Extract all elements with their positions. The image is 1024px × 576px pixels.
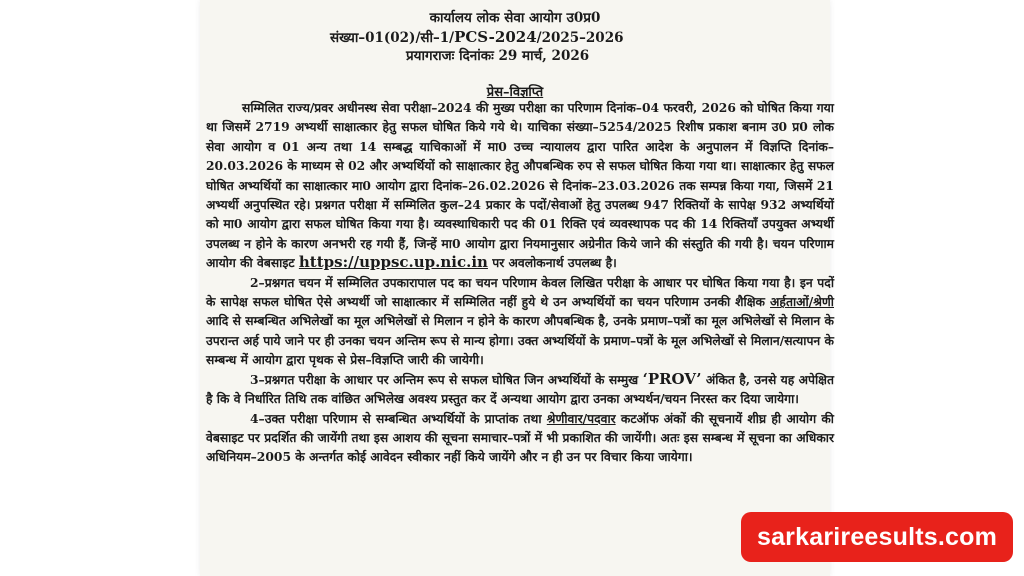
paragraph-4 xyxy=(206,409,834,467)
press-release-document xyxy=(200,0,835,576)
paragraph-1-tail: पर अवलोकनार्थ उपलब्ध है। xyxy=(492,255,617,271)
paragraph-4-underlined: श्रेणीवार/पदवार xyxy=(546,410,616,426)
office-name: कार्यालय लोक सेवा आयोग उ0प्र0 xyxy=(429,10,601,26)
reference-number xyxy=(330,28,623,46)
paragraph-1-text: सम्मिलित राज्य/प्रवर अधीनस्थ सेवा परीक्षा–2024 की मुख्य परीक्षा का परिणाम दिनांक–04 फरवरी, 2026 को घोषित किया गया था जिसमें 2719 अभ्यर्थी साक्षात्कार हेतु सफल घोषित किये गये थे। याचिका संख्या–5254/2025 रिशीष प्रकाश बनाम उ0 प्र0 लोक सेवा आयोग व 01 अन्य तथा 14 सम्बद्ध याचिकाओं में मा0 उच्च न्यायालय द्वारा पारित आदेश के अनुपालन में विज्ञप्ति दिनांक–20.03.2026 के माध्यम से 02 और अभ्यर्थियों को साक्षात्कार हेतु औपबन्धिक रुप से सफल घोषित किया गया था। साक्षात्कार हेतु सफल घोषित अभ्यर्थियों का साक्षात्कार मा0 आयोग द्वारा दिनांक–26.02.2026 से दिनांक–23.03.2026 तक सम्पन्न किया गया, जिसमें 21 अभ्यर्थी अनुपस्थित रहे। प्रश्नगत परीक्षा में सम्मिलित कुल–24 प्रकार के पदों/सेवाओं हेतु उपलब्ध 947 रिक्तियों के सापेक्ष 932 अभ्यर्थियों को मा0 आयोग द्वारा सफल घोषित किया गया है। व्यवस्थाधिकारी पद की 01 रिक्ति एवं व्यवस्थापक पद की 14 रिक्तियाँ उपयुक्त अभ्यर्थी उपलब्ध न होने के कारण अनभरी रह गयी हैं, जिन्हें मा0 आयोग द्वारा नियमानुसार अग्रेनीत किये जाने की संस्तुति की गयी है। चयन परिणाम आयोग की वेबसाइट xyxy=(206,100,834,271)
paragraph-1 xyxy=(206,98,834,273)
paragraph-3-part2: अंकित है, उनसे यह अपेक्षित है कि वे निर्धारित तिथि तक वांछित अभिलेख अवश्य प्रस्तुत कर दें अन्यथा आयोग द्वारा उनका अभ्यर्थन/चयन निरस्त कर दिया जायेगा। xyxy=(206,371,835,407)
reference-number-suffix: /2025–2026 xyxy=(536,30,624,46)
document-body xyxy=(206,98,834,467)
paragraph-4-part1: 4–उक्त परीक्षा परिणाम से सम्बन्धित अभ्यर्थियों के प्राप्तांक तथा xyxy=(250,410,542,426)
reference-number-pcs: PCS-2024 xyxy=(454,28,537,46)
paragraph-2 xyxy=(206,273,834,370)
paragraph-3 xyxy=(206,370,834,409)
place-date: प्रयागराजः दिनांकः 29 मार्च, 2026 xyxy=(406,48,590,64)
paragraph-3-part1: 3–प्रश्नगत परीक्षा के आधार पर अन्तिम रूप से सफल घोषित जिन अभ्यर्थियों के सम्मुख xyxy=(250,371,639,387)
document-title: प्रेस–विज्ञप्ति xyxy=(486,85,544,100)
paragraph-4-part2: कटऑफ अंकों की सूचनायें शीघ्र ही आयोग की वेबसाइट पर प्रदर्शित की जायेंगी तथा इस आशय की सूचना समाचार–पत्रों में भी प्रकाशित की जायेंगी। अतः इस सम्बन्ध में सूचना का अधिकार अधिनियम–2005 के अन्तर्गत कोई आवेदन स्वीकार नहीं किये जायेंगे और न ही उन पर विचार किया जायेगा। xyxy=(206,410,834,465)
prov-marker: ‘PROV’ xyxy=(642,369,702,388)
paragraph-2-part2: आदि से सम्बन्धित अभिलेखों का मूल अभिलेखों से मिलान न होने के कारण औपबन्धिक है, उनके प्रमाण–पत्रों का मूल अभिलेखों से मिलान के उपरान्त अर्ह पाये जाने पर ही उनका चयन अन्तिम रूप से मान्य होगा। उक्त अभ्यर्थियों के प्रमाण–पत्रों के मूल अभिलेखों से मिलान/सत्यापन के सम्बन्ध में आयोग द्वारा पृथक से प्रेस–विज्ञप्ति जारी की जायेगी। xyxy=(206,313,834,368)
paragraph-2-underlined: अर्हताओं/श्रेणी xyxy=(770,294,834,310)
watermark-badge: sarkarireesults.com xyxy=(741,512,1013,562)
reference-number-prefix: संख्या–01(02)/सी–1/ xyxy=(330,30,455,46)
website-link[interactable]: https://uppsc.up.nic.in xyxy=(298,253,488,272)
paragraph-2-part1: 2–प्रश्नगत चयन में सम्मिलित उपकारापाल पद का चयन परिणाम केवल लिखित परीक्षा के आधार पर घोषित किया गया है। इन पदों के सापेक्ष सफल घोषित ऐसे अभ्यर्थी जो साक्षात्कार में सम्मिलित नहीं हुये थे उन अभ्यर्थियों का चयन परिणाम उनकी शैक्षिक xyxy=(206,274,834,310)
